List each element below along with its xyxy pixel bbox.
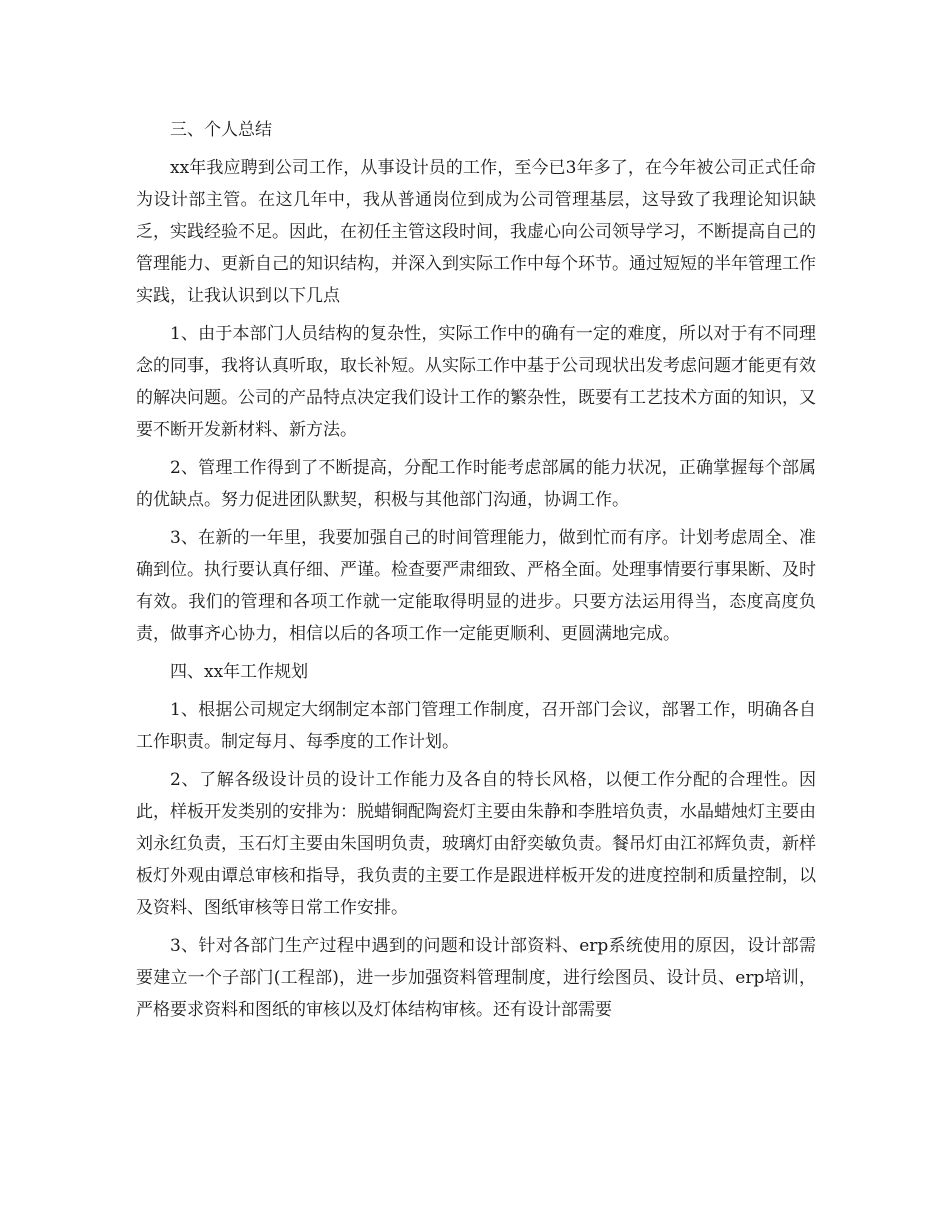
section-4-paragraph-2: 2、了解各级设计员的设计工作能力及各自的特长风格，以便工作分配的合理性。因此，样板开发类别的安排为：脱蜡铜配陶瓷灯主要由朱静和李胜培负责，水晶蜡烛灯主要由刘永红负责，玉石灯主要由朱国明负责，玻璃灯由舒奕敏负责。餐吊灯由江祁辉负责，新样板灯外观由谭总审核和指导，我负责的主要工作是跟进样板开发的进度控制和质量控制，以及资料、图纸审核等日常工作安排。	[136, 770, 816, 918]
section-4-heading: 四、xx年工作规划	[170, 662, 309, 682]
section-4-paragraph-1: 1、根据公司规定大纲制定本部门管理工作制度，召开部门会议，部署工作，明确各自工作职责。制定每月、每季度的工作计划。	[136, 700, 816, 752]
document-page	[136, 114, 816, 1032]
section-3-paragraph-1: 1、由于本部门人员结构的复杂性，实际工作中的确有一定的难度，所以对于有不同理念的同事，我将认真听取，取长补短。从实际工作中基于公司现状出发考虑问题才能更有效的解决问题。公司的产品特点决定我们设计工作的繁杂性，既要有工艺技术方面的知识，又要不断开发新材料、新方法。	[136, 324, 816, 440]
section-3-heading: 三、个人总结	[170, 120, 272, 140]
section-3-paragraph-intro: xx年我应聘到公司工作，从事设计员的工作，至今已3年多了，在今年被公司正式任命为设计部主管。在这几年中，我从普通岗位到成为公司管理基层，这导致了我理论知识缺乏，实践经验不足。因此，在初任主管这段时间，我虚心向公司领导学习，不断提高自己的管理能力、更新自己的知识结构，并深入到实际工作中每个环节。通过短短的半年管理工作实践，让我认识到以下几点	[136, 158, 816, 306]
section-3-paragraph-2: 2、管理工作得到了不断提高，分配工作时能考虑部属的能力状况，正确掌握每个部属的优缺点。努力促进团队默契，积极与其他部门沟通，协调工作。	[136, 458, 816, 510]
section-3-paragraph-3: 3、在新的一年里，我要加强自己的时间管理能力，做到忙而有序。计划考虑周全、准确到位。执行要认真仔细、严谨。检查要严肃细致、严格全面。处理事情要行事果断、及时有效。我们的管理和各项工作就一定能取得明显的进步。只要方法运用得当，态度高度负责，做事齐心协力，相信以后的各项工作一定能更顺利、更圆满地完成。	[136, 528, 816, 644]
section-4-paragraph-3: 3、针对各部门生产过程中遇到的问题和设计部资料、erp系统使用的原因，设计部需要建立一个子部门(工程部)，进一步加强资料管理制度，进行绘图员、设计员、erp培训，严格要求资料和图纸的审核以及灯体结构审核。还有设计部需要	[136, 936, 816, 1020]
